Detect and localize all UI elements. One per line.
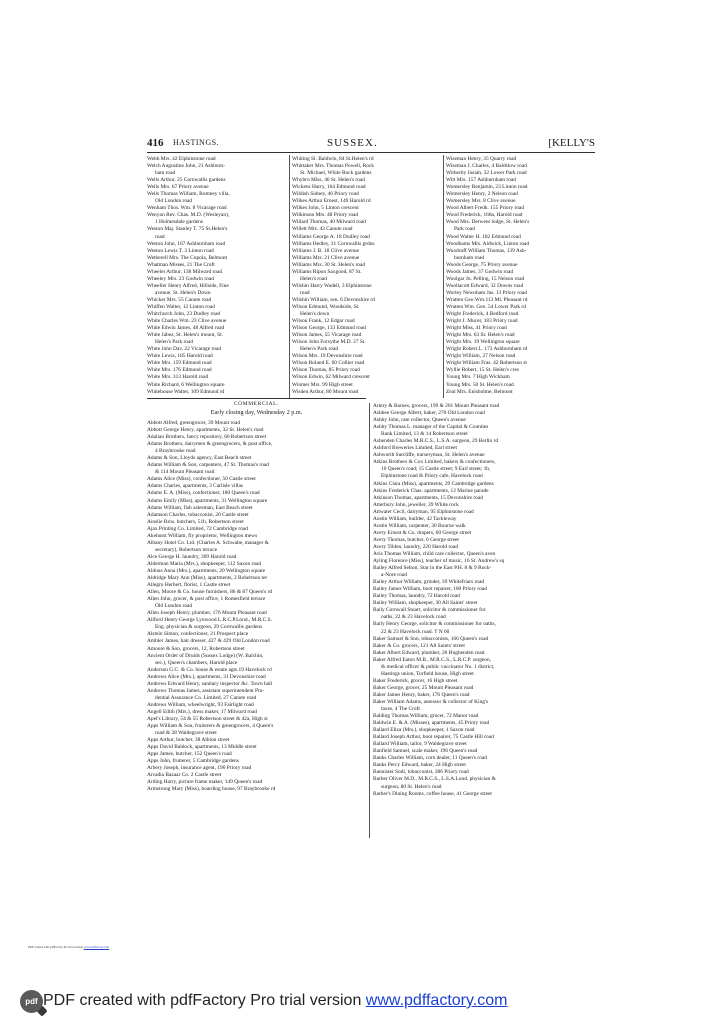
directory-entry-line: Banks Charles William, corn dealer, 11 Queen's road [373,755,487,762]
directory-entry-line: Baker James Henry, baker, 176 Queen's road [373,691,470,698]
directory-entry-line: Andrews Thomas James, assistant superintendent Pru- [147,687,265,694]
directory-entry-line: Williams George A. 18 Dudley road [292,233,370,240]
directory-entry-line: White Jabez, St. Helen's mount, St. [147,332,223,339]
directory-entry-line: Williams Mrs. 21 Clive avenue [292,254,360,261]
directory-entry-line: Park road [454,226,475,233]
directory-entry-line: Apps Arthur, butcher, 38 Albion street [147,737,230,744]
pdf-watermark-small [28,945,109,949]
directory-entry-line: Wenyon Rev. Chas. M.D. (Wesleyan), [147,212,230,219]
directory-entry-line: Adams Brothers, dairymen & greengrocers, & post office, [147,441,273,448]
directory-entry-line: Allen Joseph Henry, plumber, 176 Mount Pleasant road [147,610,267,617]
directory-entry-line: Woodruff William Thomas, 139 Ash- [446,247,527,254]
directory-entry-line: & medical officer & public vaccinator No. 1 district, [381,663,495,670]
directory-entry-line: Whybro Miss, 46 St. Helen's road [292,177,365,184]
directory-entry-line: oaths, 22 & 23 Havelock road [381,614,446,621]
directory-entry-line: avenue, St. Helen's Down [155,289,211,296]
section-rule-left [147,398,366,399]
directory-entry-line: Armstrong Mary (Miss), boarding house, 97 Braybrooke rd [147,786,276,793]
pdf-watermark-small-text: PDF created with pdfFactory Pro trial version [28,945,83,949]
directory-entry-line: Andrews Edward Henry, sanitary inspector &c. Town hall [147,680,273,687]
directory-entry-line: burnham road [454,254,485,261]
directory-entry-line: Attwater Cecil, dairyman, 95 Elphinstone road [373,508,474,515]
directory-entry-line: Anderson G.C. & Co. house & estate agts.19 Havelock rd [147,666,272,673]
directory-entry-line: Avery Thomas, butcher, 6 George street [373,536,459,543]
directory-entry-line: Young Mrs. 50 St. Helen's road [446,381,514,388]
directory-entry-line: Wilson James, 55 Vicarage road [292,332,362,339]
directory-entry-line: Banks Percy Edward, baker, 24 High street [373,762,466,769]
directory-entry-line: St. Michael, White Rock gardens [300,170,372,177]
directory-entry-line: Ajax Printing Co. Limited, 72 Cambridge road [147,525,248,532]
directory-entry-line: Wildish Sidney, 46 Priory road [292,191,359,198]
directory-entry-line: White Mrs. 313 Harold road [147,374,209,381]
directory-entry-line: Willett Mrs. 43 Canute road [292,226,353,233]
directory-entry-line: Womersley Henry, 2 Nelson road [446,191,518,198]
directory-entry-line: Allford Henry George Lynwood L.R.C.P.Lond., M.R.C.S. [147,617,272,624]
directory-entry-line: Avis Thomas William, child care collector, Queen's aven [373,550,496,557]
directory-entry-line: Baker Albert Edward, plumber, 26 Hughenden road [373,649,485,656]
directory-entry-line: Young Mrs. 7 High Wickham [446,374,510,381]
directory-entry-line: Atkins Brothers & Cox Limited, bakers & confectioners, [373,459,496,466]
directory-entry-line: Atkins Clara (Miss), apartments, 29 Cambridge gardens [373,480,494,487]
directory-entry-line: Ashenden Charles M.R.C.S., L.S.A. surgeon, 29 Berlin rd [373,438,499,445]
directory-entry-line: Wratten Geo.Wm.113 Mt. Pleasant rd [446,296,528,303]
directory-entry-line: Ambler James, hair dresser, 427 & 429 Old London road [147,638,270,645]
directory-entry-line: Austin William, builder, 42 Tackleway [373,515,457,522]
directory-entry-line: Ashford Breweries Limited, Earl street [373,445,457,452]
private-residents-column-2 [292,156,442,396]
directory-entry-line: Allegro Herbert, florist, 1 Castle street [147,582,231,589]
directory-entry-line: Weston Lewis T. 3 Linton road [147,247,214,254]
directory-entry-line: Baker George, grocer, 25 Mount Pleasant road [373,684,474,691]
directory-entry-line: Williams J. B. 18 Clive avenue [292,247,360,254]
directory-entry-line: Wyllie Robert, 15 St. Helen's cres [446,367,519,374]
directory-entry-line: Wright Mrs. 63 St. Helen's road [446,332,515,339]
directory-entry-line: Whatman Misses, 21 The Croft [147,261,215,268]
directory-entry-line: Witt Mrs. 157 Ashburnham road [446,177,517,184]
directory-entry-line: Wilshin Harry Wadell, 3 Elphinstone [292,282,372,289]
directory-entry-line: Alderman Maria (Mrs.), shopkeeper, 112 Saxon road [147,560,262,567]
directory-entry-line: Barber's Dining Rooms, coffee house, 41 George street [373,790,492,797]
pdf-footer-caption: PDF created with pdfFactory Pro trial version [43,992,362,1009]
directory-entry-line: Angell Edith (Mrs.), dress maker, 17 Milward road [147,708,257,715]
directory-entry-line: Allen, Moore & Co. house furnishers, 86 & 87 Queen's rd [147,589,273,596]
directory-entry-line: Woollacott Edward, 32 Downs road [446,282,524,289]
directory-entry-line: Wenham Thos. Wm. 8 Vicarage road [147,205,227,212]
directory-entry-line: Alstein Simon, confectioner, 21 Prospect place [147,631,249,638]
directory-entry-line: Baker Frederick, grocer, 16 High street [373,677,458,684]
column-divider [443,155,444,398]
directory-entry-line: Adams E. A. (Miss), confectioner, 180 Queen's road [147,490,260,497]
directory-entry-line: Wright J. Mucer, 183 Priory road [446,318,518,325]
directory-entry-line: Ashby Thomas L. manager of the Capital & Counties [373,424,489,431]
directory-entry-line: Bailey Arthur William, grinder, 39 Whitefriars road [373,579,485,586]
directory-entry-line: White Mrs. 159 Edmund road [147,360,212,367]
directory-entry-line: a-Nore road [381,572,407,579]
directory-entry-line: Andrews William, wheelwright, 93 Fairlight road [147,701,254,708]
directory-entry-line: Adams Charles, apartments, 3 Carlisle villas [147,483,243,490]
commercial-column-1 [147,420,366,793]
directory-entry-line: Whitehouse Walter, 109 Edmund rd [147,388,225,395]
running-head-publisher: [KELLY'S [548,137,595,149]
directory-entry-line: Wells Thomas William, Romney villa, [147,191,230,198]
directory-entry-line: Wilson Edmund, Woodside, St. [292,303,360,310]
directory-entry-line: Wright William, 27 Nelson road [446,353,516,360]
directory-entry-line: Avery Ernest & Co. drapers, 60 George street [373,529,472,536]
directory-entry-line: Adams William & Son, carpenters, 47 St. Thomas's road [147,462,269,469]
directory-entry-line: Apps John, fruiterer, 5 Cambridge gardens [147,758,239,765]
directory-entry-line: Adams Emily (Miss), apartments, 31 Wellington square [147,497,268,504]
directory-entry-line: Wilson George, 133 Edmund road [292,325,366,332]
directory-entry-line: Alce George H. laundry, 309 Harold road [147,553,237,560]
directory-entry-line: Bailey Thomas, laundry, 72 Harold road [373,593,460,600]
directory-entry-line: road [300,289,310,296]
directory-entry-line: 22 & 23 Havelock road. T N 60 [381,628,450,635]
directory-entry-line: Williams Hedley, 31 Cornwallis grdns [292,240,375,247]
directory-entry-line: White Richard, 6 Wellington square [147,381,225,388]
directory-entry-line: Wheeller Henry Alfred, Hillside, Fine [147,282,229,289]
directory-entry-line: Aldous Anna (Mrs.), apartments, 20 Wellington square [147,567,266,574]
directory-entry-line: Adalian Brothers, fancy repository, 60 Robertson street [147,434,267,441]
directory-entry-line: road [155,233,165,240]
pdffactory-link[interactable]: www.pdffactory.com [365,992,508,1009]
directory-entry-line: Baily Cornwall Stuart, solicitor & commissioner for [373,607,486,614]
directory-entry-line: Abbott George Henry, apartments, 32 St. Helen's road [147,427,264,434]
pdf-footer-banner [20,990,720,1014]
directory-entry-line: Wilshin William, sen. 6 Devonshire rd [292,296,375,303]
directory-entry-line: Allen John, grocer, & post office, 1 Romesfield terrace [147,596,266,603]
directory-entry-line: Wilkinson Mrs. 48 Priory road [292,212,359,219]
directory-entry-line: 1 Holmesdale gardens [155,219,203,226]
directory-entry-line: Wilkes John, 5 Linton crescent [292,205,359,212]
directory-entry-line: Wisden Arthur, 80 Mount road [292,388,359,395]
column-divider [369,403,370,838]
directory-entry-line: Apps David Baldock, apartments, 13 Middle street [147,744,257,751]
directory-entry-line: Witherby Josiah, 32 Lower Park road [446,170,527,177]
directory-entry-line: Willard Thomas, 40 Milward road [292,219,366,226]
directory-entry-line: Woods George, 75 Priory avenue [446,261,518,268]
directory-entry-line: Wright Miss, 41 Priory road [446,325,507,332]
directory-entry-line: secretary), Robertson terrace [155,546,218,553]
directory-entry-line: Ashbee George Albert, baker, 270 Old London road [373,410,485,417]
directory-entry-line: White Lewis, 185 Harold road [147,353,213,360]
directory-entry-line: Wood Mrs. Derwent lodge, St. Helen's [446,219,530,226]
directory-entry-line: Baldwin E. & A. (Misses), apartments, 45 Priory road [373,720,490,727]
directory-entry-line: Whiting Sl. Baldwin, 84 St.Helen's rd [292,156,374,162]
directory-entry-line: Wright Mrs. 19 Wellington square [446,339,520,346]
directory-entry-line: Adams Alice (Miss), confectioner, 50 Castle street [147,476,256,483]
directory-entry-line: Baker William Adams, assessor & collector of King's [373,698,489,705]
directory-entry-line: road & 28 Waldegrave street [155,730,217,737]
directory-entry-line: Balding Thomas William, grocer, 72 Manor road [373,713,479,720]
directory-entry-line: ham road [155,170,176,177]
directory-entry-line: Atterbury John, jeweller, 39 White rock [373,501,459,508]
directory-entry-line: Hastings union, Torfield house, High street [381,670,474,677]
directory-entry-line: Wood Frederick, 168a, Harold road [446,212,523,219]
directory-entry-line: Banfield Samuel, scale maker, 196 Queen's road [373,748,478,755]
directory-entry-line: Apps William & Son, fruiterers & greengrocers, 4 Queen's [147,723,274,730]
directory-entry-line: Adams William, fish salesman, East Beach street [147,504,253,511]
directory-entry-line: Wilson John Forsythe M.D. 27 St. [292,339,366,346]
directory-entry-line: Adams & Son, Lloyds agency, East Beach street [147,455,252,462]
page-header [147,137,595,151]
directory-entry-line: Womersley Benjamin, 23 Linton road [446,184,528,191]
running-head-county: SUSSEX. [327,137,378,149]
pdffactory-logo-icon: pdf [20,990,43,1013]
directory-entry-line: Austin William, carpenter, 30 Bourne walk [373,522,466,529]
directory-entry-line: Apel's Library, 54 & 55 Robertson street & 42a, High st [147,715,268,722]
directory-entry-line: Ashby John, rate collector, Queen's avenue [373,417,466,424]
directory-entry-line: Worley Newnham Jas. 13 Priory road [446,289,528,296]
directory-entry-line: Wilson Edwin, 62 Milward crescent [292,374,370,381]
directory-entry-line: 10 Queen's road; 15 Castle street; 9 Earl street; 1b, [381,466,491,473]
early-closing-note: Early closing day, Wednesday 2 p.m. [210,409,303,416]
directory-entry-line: Andrews Alice (Mrs.), apartments, 31 Devonshire road [147,673,266,680]
directory-entry-line: Wells Mrs. 67 Priory avenue [147,184,209,191]
directory-entry-line: Atkinson Thomas, apartments, 15 Devonshire road [373,494,483,501]
directory-entry-line: Wright Frederick, 4 Bedford road [446,311,519,318]
directory-entry-line: Ancient Order of Druids (Sussex Lodge) (W. Balchin, [147,652,264,659]
directory-entry-line: Wetherell Mrs. The Cupola, Belmont [147,254,228,261]
directory-entry-line: Atkins Frederick Chas. apartments, 12 Marine parade [373,487,489,494]
directory-entry-line: Whittaker Mrs. Thomas Powell, Rock [292,163,374,170]
directory-entry-line: & 114 Mount Pleasant road [155,469,215,476]
directory-entry-line: Wells Arthur, 25 Cornwallis gardens [147,177,226,184]
directory-entry-line: Wood Albert Fredk. 155 Priory road [446,205,525,212]
directory-entry-line: White John Dav. 22 Vicarage road [147,346,222,353]
directory-entry-line: Adamson Charles, tobacconist, 20 Castle street [147,511,249,518]
directory-entry-line: Elphinstone road & Priory cafe, Havelock road [381,473,483,480]
column-divider [289,155,290,398]
running-head-place: HASTINGS. [173,138,220,147]
directory-entry-line: Arding Harry, picture frame maker, 149 Queen's road [147,779,263,786]
directory-entry-line: White Edwin James, 48 Alfred road [147,325,225,332]
directory-entry-line: Wilson Frank, 12 Edgar road [292,318,355,325]
directory-entry-line: Wilson Thomas, 85 Priory road [292,367,360,374]
directory-entry-line: Wright Robert L. 173 Ashburnham rd [446,346,528,353]
directory-entry-line: Barber Oliver M.D., M.R.C.S., L.S.A.Lond. physician & [373,776,496,783]
directory-entry-line: Wood Walter H. 182 Edmund road [446,233,521,240]
directory-entry-line: Avery Tilden, laundry, 220 Harold road [373,543,459,550]
directory-entry-line: Ballard Eliza (Mrs.), shopkeeper, 1 Saxon road [373,727,475,734]
directory-entry-line: Whiffen Walter, 12 Linton road [147,303,215,310]
directory-entry-line: Arbery Joseph, insurance agent, 190 Priory road [147,765,252,772]
directory-entry-line: Wilkes Arthur Ernest, 149 Harold rd [292,198,371,205]
directory-entry-line: Helen's Park road [155,339,194,346]
directory-entry-line: Old London road [155,198,193,205]
directory-entry-line: Artery & Barnes, grocers, 199 & 201 Mount Pleasant road [373,403,500,409]
directory-entry-line: Weston John, 167 Ashburnham road [147,240,226,247]
header-rule [147,152,595,153]
directory-entry-line: Wheeler Arthur, 138 Milward road [147,268,223,275]
directory-entry-line: Amoore & Son, grocers, 12, Robertson street [147,645,245,652]
directory-entry-line: Aldridge Mary Ann (Miss), apartments, 2 Robertson ter [147,575,268,582]
directory-entry-line: Woodhams Mrs. Aldwick, Linton road [446,240,530,247]
directory-entry-line: Bailey Alfred Selton, Star in the East P.H. 8 & 9 Rock- [373,565,492,572]
directory-entry-line: Williams Ripon Saxgood, 87 St. [292,268,362,275]
directory-entry-line: Albany Hotel Co. Ltd. (Charles A. Schwabe, manager & [147,539,269,546]
directory-entry-line: Woolgar Jn. Pelling, 15 Nelson road [446,275,525,282]
page-number: 416 [147,137,164,149]
directory-entry-line: surgeon, 80 St. Helen's road [381,783,442,790]
directory-entry-line: sec.), Queen's chambers, Harold place [155,659,238,666]
directory-entry-line: Abbott Alfred, greengrocer, 39 Mount road [147,420,241,426]
directory-entry-line: Apps James, butcher, 152 Queen's road [147,751,232,758]
directory-entry-line: Baker Alfred Eaton M.B., M.R.C.S., L.R.C.P. surgeon, [373,656,492,663]
directory-entry-line: Wheeley Mrs. 23 Godwin road [147,275,214,282]
directory-entry-line: Wratten Wm. Geo. 54 Lower Park rd [446,303,526,310]
directory-entry-line: Helen's down [300,311,330,318]
directory-entry-line: Helen's road [300,275,327,282]
directory-entry-line: Baily Henry George, solicitor & commissioner for oaths, [373,621,496,628]
directory-entry-line: Ainslie Bros. butchers, 51b, Robertson street [147,518,244,525]
directory-entry-line: Ballard William, tailor, 9 Waldegrave street [373,741,467,748]
directory-entry-line: Zeal Mrs. Enisholme, Belmont [446,388,513,395]
directory-entry-line: taxes, 4 The Croft [381,706,420,713]
directory-entry-line: Bailey William, shopkeeper, 30 All Saints' street [373,600,478,607]
directory-entry-line: Wickens Harry, 164 Edmund road [292,184,366,191]
private-residents-column-1 [147,156,288,396]
directory-entry-line: Ashworth Sutcliffe, nurseryman, St. Helen's avenue [373,452,485,459]
directory-entry-line: 4 Braybrooke road [155,448,196,455]
directory-entry-line: Williams Mrs. 30 St. Helen's road [292,261,366,268]
directory-entry-line: Ballard Joseph Arthur, boot repairer, 75 Castle Hill road [373,734,494,741]
directory-entry-line: Baker Samuel & Son, tobacconists, 166 Queen's road [373,635,489,642]
directory-entry-line: Akehurst William, fly proprietor, Wellington mews [147,532,258,539]
directory-entry-line: Wiseman Henry, 35 Quarry road [446,156,517,162]
directory-entry-line: Wiseman J. Charles, 4 Baldslow road [446,163,527,170]
directory-entry-line: Winmer Mrs. 99 High street [292,381,353,388]
commercial-column-2 [373,403,597,798]
private-residents-column-3 [446,156,596,396]
directory-entry-line: Whicker Mrs. 55 Canute road [147,296,212,303]
directory-entry-line: Bank Limited, 13 & 14 Robertson street [381,431,468,438]
directory-entry-line: White Charles Wm. 23 Clive avenue [147,318,227,325]
directory-entry-line: Helen's Park road [300,346,339,353]
directory-entry-line: Arcadia Bazaar Co. 2 Castle street [147,772,222,779]
directory-entry-line: Whitchurch John, 23 Dudley road [147,311,221,318]
directory-entry-line: Old London road [155,603,193,610]
directory-entry-line: Wright William Fras. 42 Robertson st [446,360,527,367]
directory-entry-line: Wilson Mrs. 19 Devonshire road [292,353,363,360]
directory-entry-line: Wilson Roland E. 60 Collier road [292,360,365,367]
directory-entry-line: Eng. physician & surgeon, 29 Cornwallis gardens [155,624,263,631]
directory-entry-line: Baker & Co. grocers, 121 All Saints' street [373,642,465,649]
pdf-footer-text [43,992,507,1010]
directory-entry-line: Womersley Mrs. 8 Clive avenue [446,198,516,205]
commercial-heading: COMMERCIAL. [233,401,280,407]
directory-entry-line: Woods James, 37 Godwin road [446,268,514,275]
directory-entry-line: Bailey James William, boot repairer, 160 Priory road [373,586,487,593]
directory-entry-line: dential Assurance Co. Limited, 27 Canute road [155,694,257,701]
directory-entry-line: White Mrs. 176 Edmund road [147,367,212,374]
directory-entry-line: Ayling Florence (Miss), teacher of music, 16 St. Andrew's sq [373,558,505,565]
directory-entry-line: Welch Augustine John, 21 Ashburn- [147,163,225,170]
directory-entry-line: Weston Maj. Stanley T. 75 St.Helen's [147,226,228,233]
directory-entry-line: Webb Mrs. 42 Elphinstone road [147,156,216,162]
directory-entry-line: Bannister Sodi, tobacconist, 286 Priory road [373,769,469,776]
pdf-watermark-small-link[interactable]: www.pdffactory.com [83,945,109,949]
